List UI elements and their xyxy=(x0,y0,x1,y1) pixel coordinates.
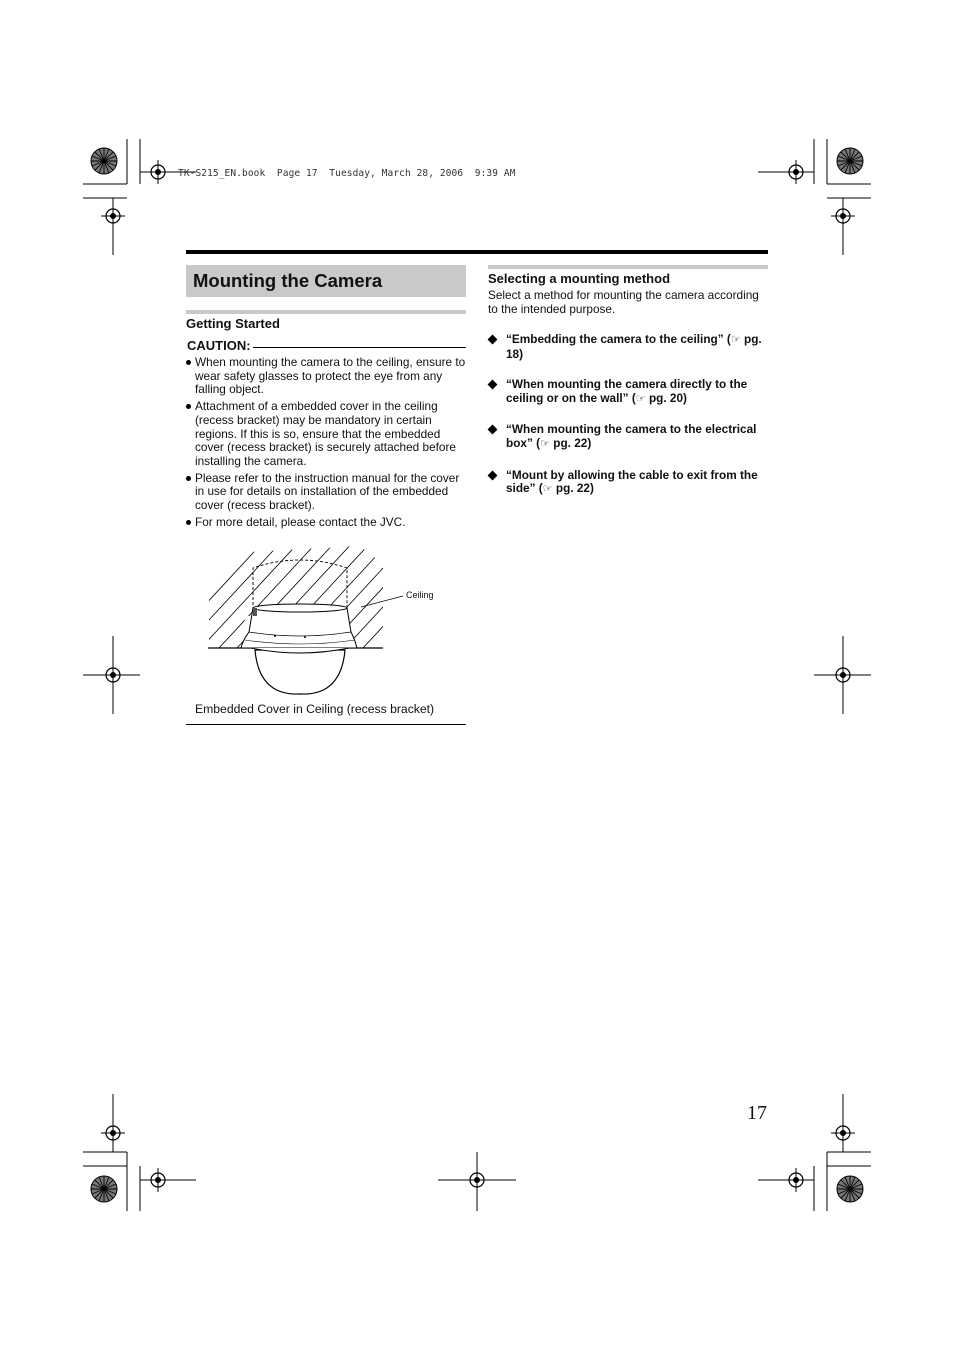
pointing-hand-icon: ☞ xyxy=(540,437,550,450)
caution-label: CAUTION: xyxy=(187,338,251,353)
top-rule xyxy=(186,250,768,254)
ceiling-mount-illustration xyxy=(205,544,445,699)
section-title: Mounting the Camera xyxy=(193,270,383,291)
diamond-icon xyxy=(488,380,498,390)
bullet-icon xyxy=(186,520,191,525)
list-item: Please refer to the instruction manual for the cover in use for details on installation of the embedded cover (recess bracket). xyxy=(186,472,468,513)
bullet-icon xyxy=(186,404,191,409)
diamond-icon xyxy=(488,470,498,480)
mounting-method-list xyxy=(488,333,770,514)
mounting-method-intro: Select a method for mounting the camera according to the intended purpose. xyxy=(488,288,759,316)
bullet-icon xyxy=(186,360,191,365)
list-item: “Mount by allowing the cable to exit from the side” (☞ pg. 22) xyxy=(488,469,770,497)
getting-started-heading: Getting Started xyxy=(186,316,280,331)
book-header: TK-S215_EN.book Page 17 Tuesday, March 28, 2006 9:39 AM xyxy=(178,168,516,179)
list-item: “Embedding the camera to the ceiling” (☞ pg. 18) xyxy=(488,333,770,361)
right-section-divider xyxy=(488,265,768,269)
figure-label-ceiling: Ceiling xyxy=(406,590,434,600)
figure-caption: Embedded Cover in Ceiling (recess bracket) xyxy=(195,702,435,716)
caution-header xyxy=(187,338,466,354)
diamond-icon xyxy=(488,335,498,345)
list-item: For more detail, please contact the JVC. xyxy=(186,516,468,530)
pointing-hand-icon: ☞ xyxy=(542,483,553,496)
figure-bottom-rule xyxy=(186,724,466,725)
page-number: 17 xyxy=(747,1102,767,1124)
caution-rule xyxy=(253,347,466,348)
list-item: Attachment of a embedded cover in the ceiling (recess bracket) may be mandatory in certain regions. If this is so, ensure that the embedded cover (recess bracket) is securely attached before installing the camera. xyxy=(186,400,468,469)
pointing-hand-icon: ☞ xyxy=(635,392,646,405)
section-divider xyxy=(186,310,466,314)
list-item: When mounting the camera to the ceiling, ensure to wear safety glasses to protect the eye from any falling object. xyxy=(186,356,468,397)
list-item: “When mounting the camera to the electrical box” (☞ pg. 22) xyxy=(488,423,770,451)
diamond-icon xyxy=(488,425,498,435)
caution-list xyxy=(186,356,468,532)
mounting-method-heading: Selecting a mounting method xyxy=(488,271,671,286)
pointing-hand-icon: ☞ xyxy=(730,334,741,346)
list-item: “When mounting the camera directly to the ceiling or on the wall” (☞ pg. 20) xyxy=(488,378,770,406)
bullet-icon xyxy=(186,476,191,481)
